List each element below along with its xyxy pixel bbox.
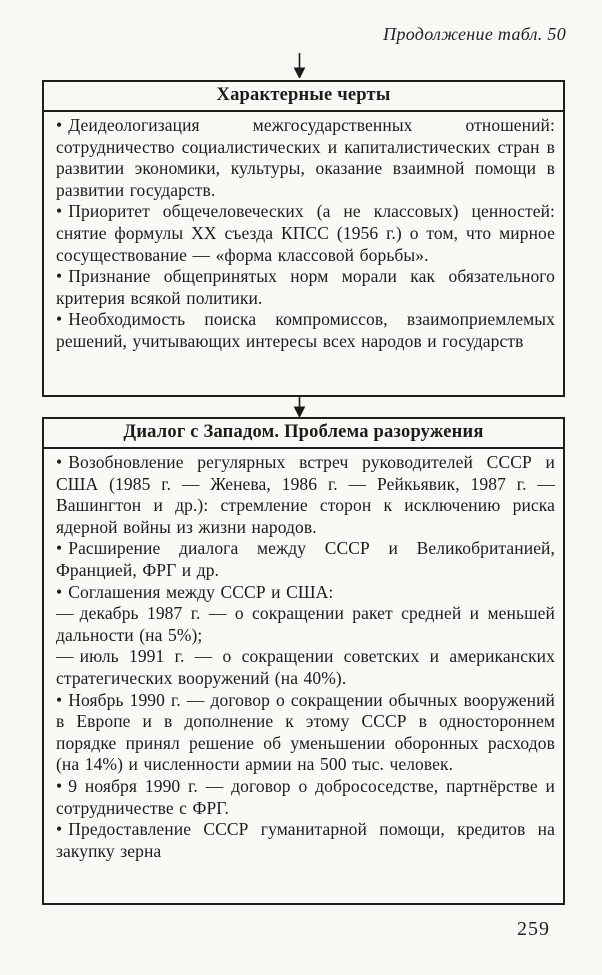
bullet-marker: • (56, 538, 63, 559)
list-item (56, 603, 555, 646)
block-title: Диалог с Западом. Проблема разоружения (44, 419, 563, 449)
list-item-text: Необходимость поиска компромиссов, взаимоприемлемых решений, учитывающих интересы всех народов и государств (56, 309, 555, 351)
list-item (56, 201, 555, 266)
block-body (44, 112, 563, 357)
list-item-text: Ноябрь 1990 г. — договор о сокращении обычных вооружений в Европе и в дополнение к этому СССР в одностороннем порядке принял решение об уменьшении оборонных расходов (на 14%) и численности армии на 500 тыс. человек. (56, 689, 555, 775)
list-item-text: Приоритет общечеловеческих (а не классовых) ценностей: снятие формулы XX съезда КПСС (1956 г.) о том, что мирное сосуществование — «форма классовой борьбы». (56, 201, 555, 265)
list-item (56, 452, 555, 538)
list-item-text: Соглашения между СССР и США: (68, 581, 334, 602)
list-item-text: Предоставление СССР гуманитарной помощи, кредитов на закупку зерна (56, 819, 555, 861)
list-item (56, 776, 555, 819)
list-item-text: июль 1991 г. — о сокращении советских и американских стратегических вооружений (на 40%). (56, 646, 555, 688)
block-body (44, 449, 563, 866)
block-title: Характерные черты (44, 82, 563, 112)
list-item (56, 266, 555, 309)
dash-marker: — (56, 603, 74, 624)
flow-down-arrow-icon (293, 53, 306, 78)
list-item (56, 582, 555, 604)
bullet-marker: • (56, 452, 63, 472)
list-item-text: 9 ноября 1990 г. — договор о добрососедстве, партнёрстве и сотрудничестве с ФРГ. (56, 775, 555, 818)
list-item (56, 115, 555, 201)
bullet-marker: • (56, 115, 63, 135)
list-item (56, 538, 555, 581)
list-item-text: Расширение диалога между СССР и Великобританией, Францией, ФРГ и др. (56, 538, 555, 580)
block-characteristic-features (42, 80, 565, 397)
bullet-marker: • (56, 581, 63, 602)
bullet-marker: • (56, 309, 63, 330)
list-item (56, 646, 555, 689)
block-dialog-with-west (42, 417, 565, 905)
list-item-text: декабрь 1987 г. — о сокращении ракет средней и меньшей дальности (на 5%); (56, 603, 555, 645)
flow-down-arrow-icon (293, 396, 306, 417)
list-item-text: Признание общепринятых норм морали как обязательного критерия всякой политики. (56, 266, 555, 308)
list-item (56, 690, 555, 776)
list-item (56, 819, 555, 862)
bullet-marker: • (56, 266, 63, 287)
bullet-marker: • (56, 775, 63, 796)
list-item-text: Возобновление регулярных встреч руководителей СССР и США (1985 г. — Женева, 1986 г. — Рейкьявик, 1987 г. — Вашингтон и др.): стремление сторон к исключению риска ядерной войны из жизни народов. (56, 452, 555, 537)
bullet-marker: • (56, 819, 63, 840)
dash-marker: — (56, 646, 74, 667)
bullet-marker: • (56, 689, 63, 710)
page-number: 259 (517, 918, 550, 940)
table-continuation-caption: Продолжение табл. 50 (383, 24, 566, 44)
list-item (56, 309, 555, 352)
list-item-text: Деидеологизация межгосударственных отношений: сотрудничество социалистических и капиталистических стран в развитии экономики, культуры, оказание взаимной помощи в развитии государств. (56, 115, 555, 200)
bullet-marker: • (56, 201, 63, 222)
